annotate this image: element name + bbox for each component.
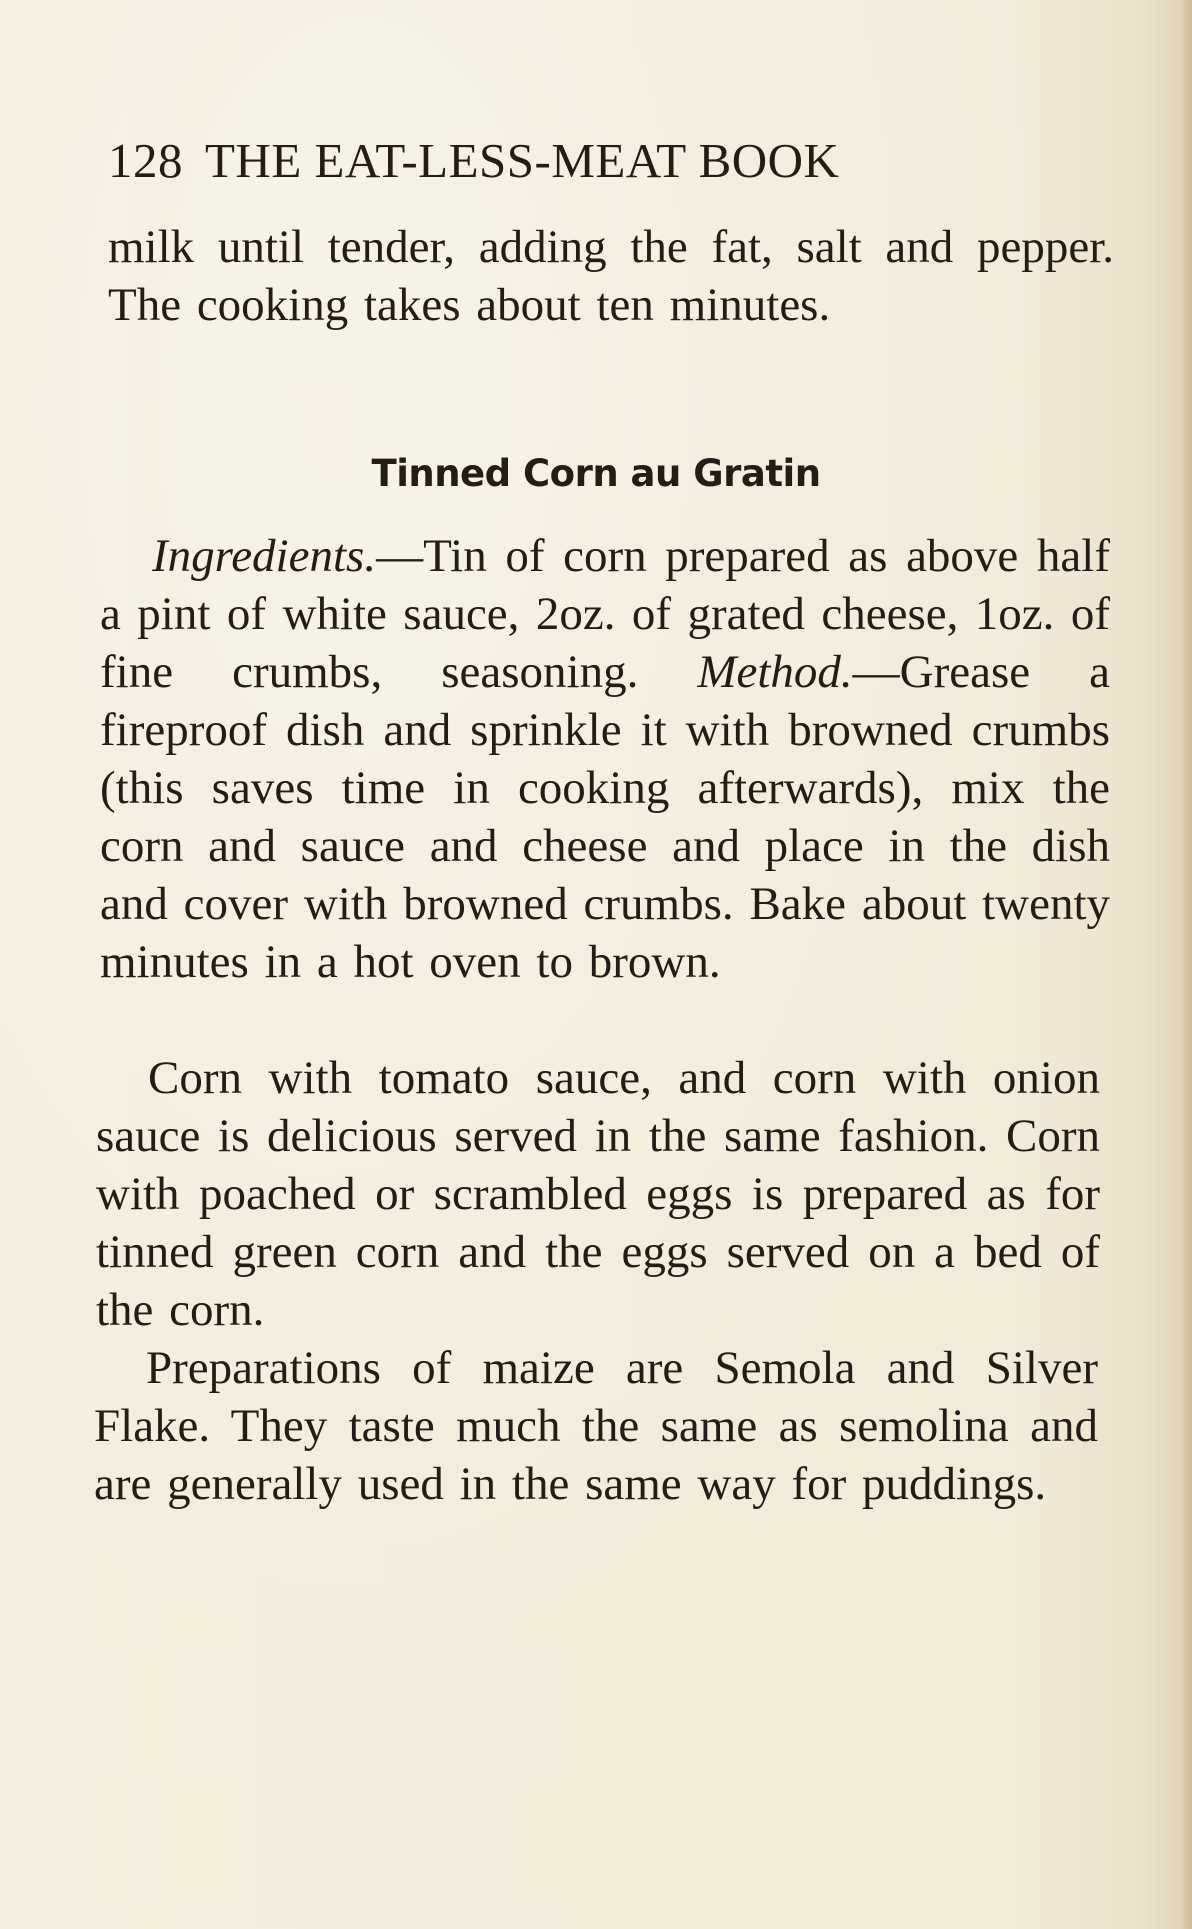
running-header [108,132,839,189]
method-text: —Grease a fireproof dish and sprinkle it with browned crumbs (this saves time in cooking afterwards), mix the corn and sauce and cheese and place in the dish and cover with browned crumbs. Bake about twenty minutes in a hot oven to brown. [100,646,1111,988]
ingredients-label: Ingredients. [152,530,377,582]
maize-preparations-paragraph: Preparations of maize are Semola and Silver Flake. They taste much the same as semolina and are generally used in the same way for puddings. [94,1342,1098,1510]
running-title: THE EAT-LESS-MEAT BOOK [205,133,840,188]
continuation-paragraph: milk until tender, adding the fat, salt and pepper. The cooking takes about ten minutes. [108,221,1114,331]
method-label: Method. [697,646,853,698]
recipe-title: Tinned Corn au Gratin [371,452,821,495]
ingredients-text: —Tin of corn prepared as above half a pint of white sauce, 2oz. of grated cheese, 1oz. of fine crumbs, seasoning. [100,530,1110,698]
recipe-body [100,527,1110,991]
page-edge-shadow [1180,0,1192,1929]
variations-paragraph: Corn with tomato sauce, and corn with onion sauce is delicious served in the same fashion. Corn with poached or scrambled eggs is prepared as for tinned green corn and the eggs served on a bed of the corn. [96,1052,1100,1336]
page-number: 128 [108,133,183,188]
